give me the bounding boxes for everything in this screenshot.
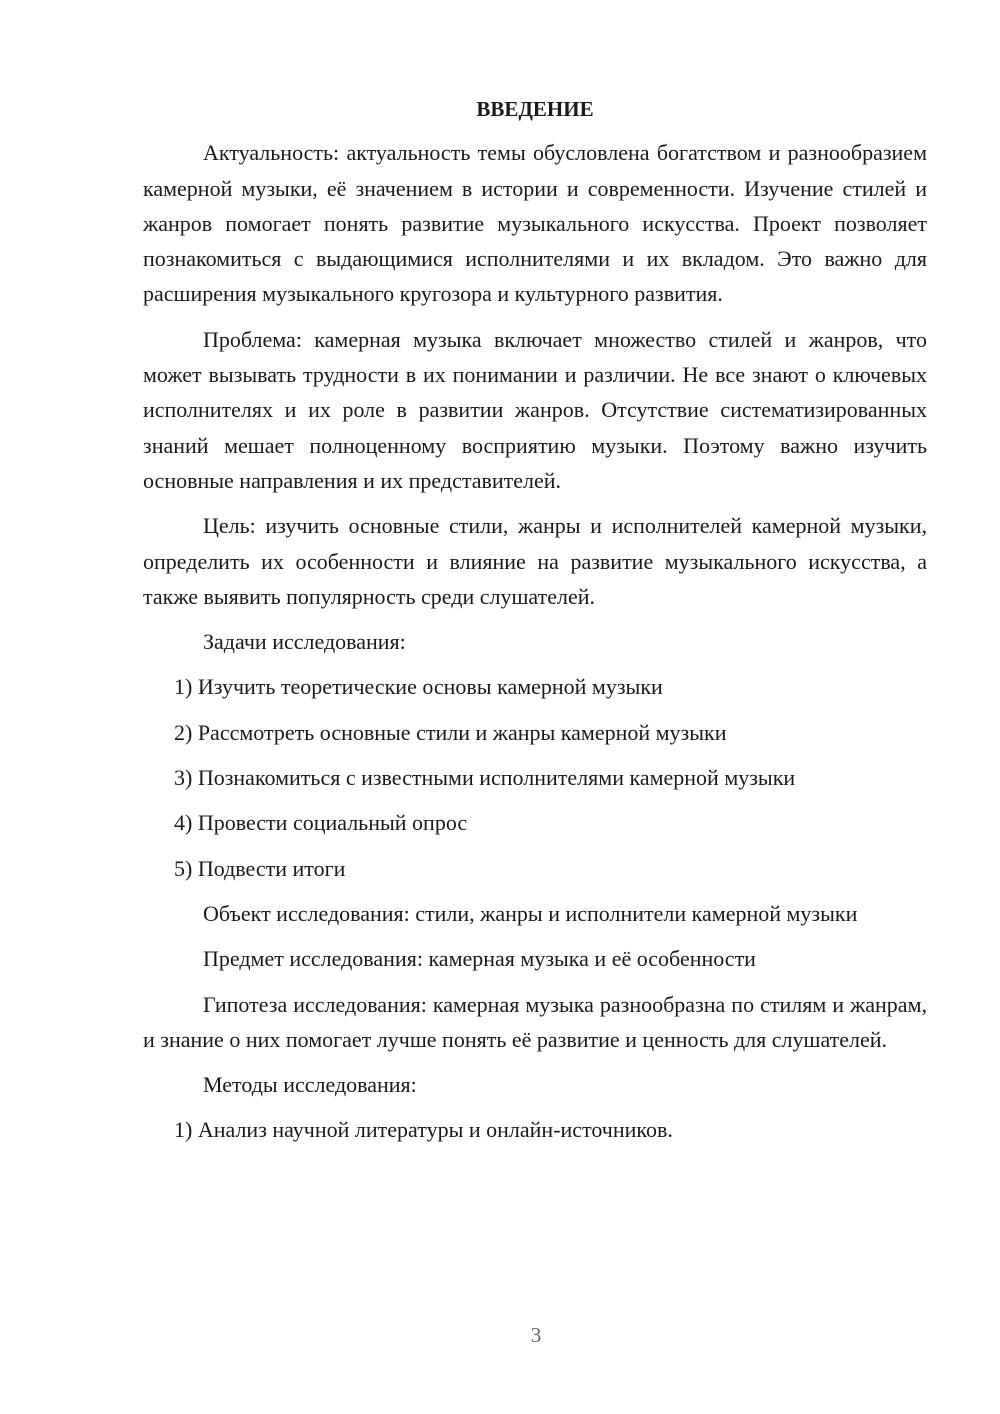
- list-item: 4) Провести социальный опрос: [174, 810, 468, 836]
- methods-list: [143, 1112, 927, 1147]
- page-content: [143, 92, 927, 1158]
- relevance-paragraph: Актуальность: актуальность темы обусловлена богатством и разнообразием камерной музыки, её значением в истории и современности. Изучение стилей и жанров помогает понять развитие музыкального искусства. Проект позволяет познакомиться с выдающимися исполнителями и их вкладом. Это важно для расширения музыкального кругозора и культурного развития.: [143, 140, 927, 307]
- methods-heading: Методы исследования:: [203, 1072, 417, 1098]
- goal-paragraph: Цель: изучить основные стили, жанры и исполнителей камерной музыки, определить их особенности и влияние на развитие музыкального искусства, а также выявить популярность среди слушателей.: [143, 513, 927, 609]
- list-item: 5) Подвести итоги: [174, 855, 346, 881]
- subject-paragraph: Предмет исследования: камерная музыка и её особенности: [203, 946, 756, 972]
- list-item: 3) Познакомиться с известными исполнителями камерной музыки: [174, 765, 796, 791]
- tasks-heading: Задачи исследования:: [203, 629, 406, 655]
- list-item: 2) Рассмотреть основные стили и жанры камерной музыки: [174, 719, 727, 745]
- tasks-list: [143, 669, 927, 885]
- list-item: 1) Изучить теоретические основы камерной музыки: [174, 674, 663, 700]
- object-paragraph: Объект исследования: стили, жанры и исполнители камерной музыки: [203, 900, 858, 926]
- page-title: ВВЕДЕНИЕ: [476, 97, 594, 121]
- problem-paragraph: Проблема: камерная музыка включает множество стилей и жанров, что может вызывать трудности в их понимании и различии. Не все знают о ключевых исполнителях и их роле в развитии жанров. Отсутствие систематизированных знаний мешает полноценному восприятию музыки. Поэтому важно изучить основные направления и их представителей.: [143, 326, 927, 493]
- hypothesis-paragraph: Гипотеза исследования: камерная музыка разнообразна по стилям и жанрам, и знание о них помогает лучше понять её развитие и ценность для слушателей.: [143, 991, 927, 1052]
- page-number: 3: [530, 1323, 542, 1347]
- list-item: 1) Анализ научной литературы и онлайн-источников.: [174, 1117, 673, 1143]
